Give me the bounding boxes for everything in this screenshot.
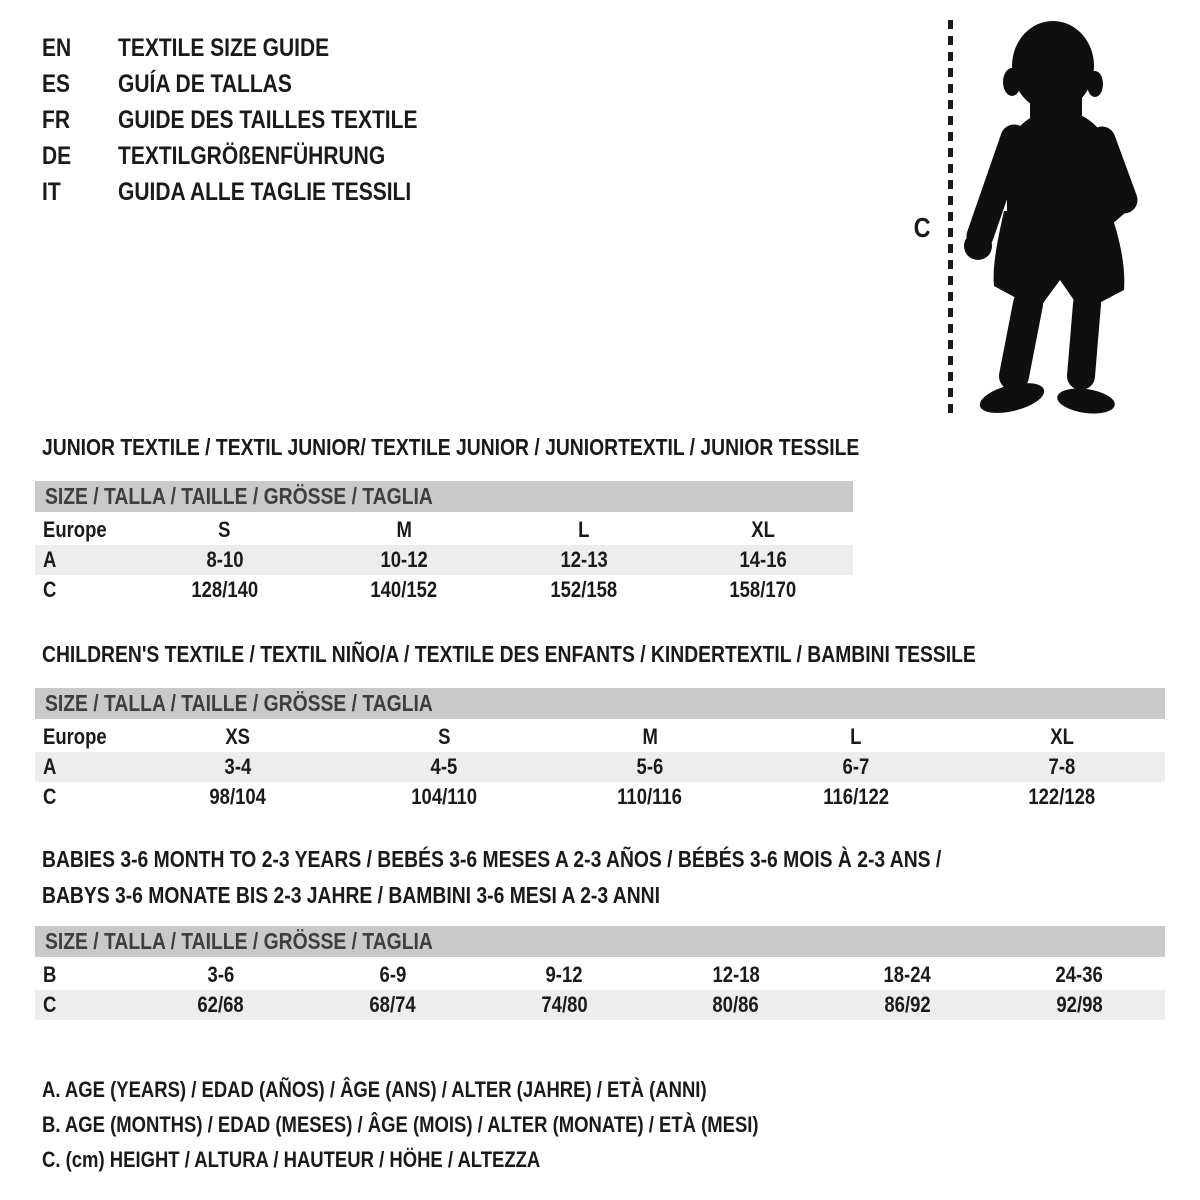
table-row: C 128/140 140/152 152/158 158/170 — [43, 577, 797, 602]
children-size-table — [35, 688, 1165, 812]
lang-row-de — [42, 138, 475, 174]
junior-section-title: JUNIOR TEXTILE / TEXTIL JUNIOR/ TEXTILE JUNIOR / JUNIORTEXTIL / JUNIOR TESSILE — [42, 434, 860, 460]
toddler-silhouette-image — [962, 17, 1147, 419]
babies-table-header: SIZE / TALLA / TAILLE / GRÖSSE / TAGLIA — [35, 926, 1165, 957]
legend-height-cm: C. (cm) HEIGHT / ALTURA / HAUTEUR / HÖHE / ALTEZZA — [42, 1146, 541, 1172]
lang-row-es — [42, 66, 475, 102]
lang-code-fr: FR — [42, 105, 70, 134]
lang-code-es: ES — [42, 69, 71, 98]
legend-age-years: A. AGE (YEARS) / EDAD (AÑOS) / ÂGE (ANS) / ALTER (JAHRE) / ETÀ (ANNI) — [42, 1076, 707, 1102]
measurement-legend — [42, 1072, 895, 1177]
legend-age-months: B. AGE (MONTHS) / EDAD (MESES) / ÂGE (MOIS) / ALTER (MONATE) / ETÀ (MESI) — [42, 1111, 759, 1137]
lang-row-en — [42, 30, 475, 66]
guide-title-en: TEXTILE SIZE GUIDE — [118, 33, 330, 62]
table-row: A 8-10 10-12 12-13 14-16 — [35, 545, 853, 575]
table-row: Europe XS S M L XL — [43, 724, 1074, 749]
lang-code-de: DE — [42, 141, 72, 170]
junior-table-header: SIZE / TALLA / TAILLE / GRÖSSE / TAGLIA — [35, 481, 853, 512]
table-row: C 62/68 68/74 74/80 80/86 86/92 92/98 — [35, 990, 1165, 1020]
height-dotted-line — [948, 20, 953, 417]
guide-title-de: TEXTILGRÖßENFÜHRUNG — [118, 141, 386, 170]
lang-code-it: IT — [42, 177, 61, 206]
lang-row-it — [42, 174, 475, 210]
junior-size-table — [35, 481, 853, 605]
babies-section-title-line1: BABIES 3-6 MONTH TO 2-3 YEARS / BEBÉS 3-6 MESES A 2-3 AÑOS / BÉBÉS 3-6 MOIS À 2-3 ANS / — [42, 846, 942, 872]
table-row: B 3-6 6-9 9-12 12-18 18-24 24-36 — [43, 962, 1103, 987]
guide-title-es: GUÍA DE TALLAS — [118, 69, 292, 98]
language-title-block — [42, 30, 475, 210]
babies-size-table — [35, 926, 1165, 1020]
lang-row-fr — [42, 102, 475, 138]
height-measure-label: C — [913, 212, 931, 243]
lang-code-en: EN — [42, 33, 72, 62]
children-table-header: SIZE / TALLA / TAILLE / GRÖSSE / TAGLIA — [35, 688, 1165, 719]
table-row: A 3-4 4-5 5-6 6-7 7-8 — [35, 752, 1165, 782]
table-row: Europe S M L XL — [43, 517, 776, 542]
guide-title-it: GUIDA ALLE TAGLIE TESSILI — [118, 177, 412, 206]
table-row: C 98/104 104/110 110/116 116/122 122/128 — [43, 784, 1096, 809]
children-section-title: CHILDREN'S TEXTILE / TEXTIL NIÑO/A / TEXTILE DES ENFANTS / KINDERTEXTIL / BAMBINI TESSILE — [42, 641, 976, 667]
babies-section-title-line2: BABYS 3-6 MONATE BIS 2-3 JAHRE / BAMBINI 3-6 MESI A 2-3 ANNI — [42, 882, 660, 908]
guide-title-fr: GUIDE DES TAILLES TEXTILE — [118, 105, 418, 134]
